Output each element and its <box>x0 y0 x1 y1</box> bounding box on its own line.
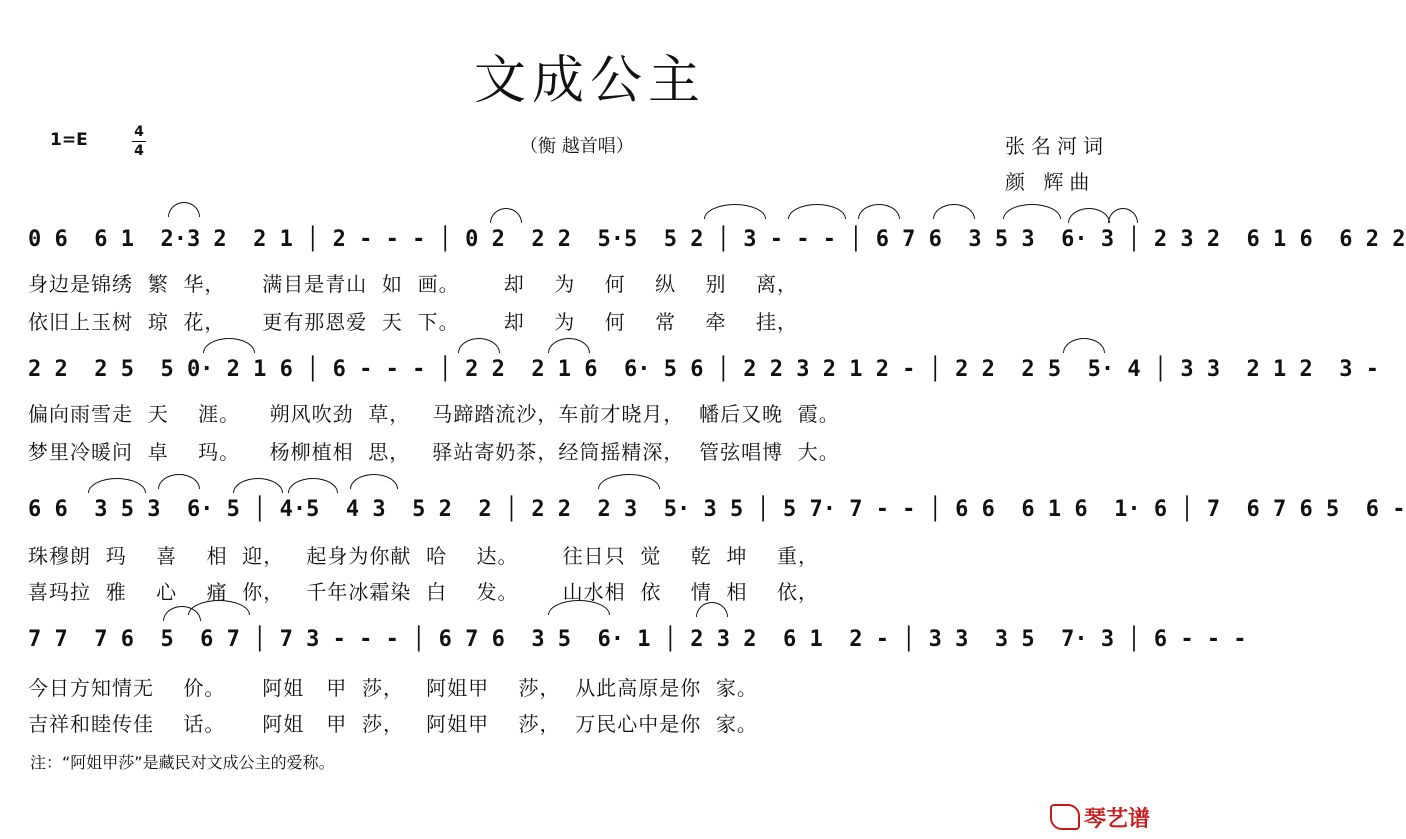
slur <box>1108 208 1138 223</box>
slur <box>1068 208 1110 223</box>
meter-bottom: 4 <box>134 143 144 159</box>
slur <box>858 204 900 219</box>
lyricist-credit: 张名河词 <box>1005 134 1109 158</box>
lyric-line-2-verse-2: 梦里冷暖问 卓 玛。 杨柳植相 思， 驿站寄奶茶，经筒摇精深， 管弦唱博 大。 <box>28 440 840 464</box>
slur <box>288 478 338 493</box>
logo-text: 琴艺谱 <box>1083 807 1150 832</box>
slur <box>1063 338 1105 353</box>
composer-credit: 颜 辉曲 <box>1005 170 1096 194</box>
bar-decorations <box>28 610 1247 670</box>
meter-divider <box>132 141 146 142</box>
notation-line-2: 2 2 2 5 5 0· 2 1 6 │ 6 - - - │ 2 2 2 1 6 6· 5 6 │ 2 2 3 2 1 2 - │ 2 2 2 5 5· 4 │ 3 3 2 1 2 3 - <box>28 357 1380 382</box>
slur <box>350 474 398 489</box>
slur <box>88 478 146 493</box>
singer-credit: （衡 越首唱） <box>520 136 634 157</box>
notation-line-4: 7 7 7 6 5 6 7 │ 7 3 - - - │ 6 7 6 3 5 6· 1 │ 2 3 2 6 1 2 - │ 3 3 3 5 7· 3 │ 6 - - - <box>28 627 1247 652</box>
footnote: 注：“阿姐甲莎”是藏民对文成公主的爱称。 <box>30 753 335 772</box>
slur <box>598 474 660 489</box>
lyric-line-1-verse-1: 身边是锦绣 繁 华， 满目是青山 如 画。 却 为 何 纵 别 离， <box>28 272 798 296</box>
slur <box>233 478 283 493</box>
slur <box>548 338 590 353</box>
slur <box>490 208 522 223</box>
lyric-line-3-verse-2: 喜玛拉 雅 心 痛 你， 千年冰霜染 白 发。 山水相 依 情 相 依， <box>28 580 819 604</box>
lyric-line-2-verse-1: 偏向雨雪走 天 涯。 朔风吹劲 草， 马蹄踏流沙，车前才晓月， 幡后又晚 霞。 <box>28 402 840 426</box>
score-line-2 <box>28 340 1380 400</box>
time-signature <box>132 124 146 159</box>
slur <box>168 202 200 217</box>
slur <box>203 338 255 353</box>
slur <box>704 204 766 219</box>
slur <box>788 204 846 219</box>
slur <box>158 474 200 489</box>
slur <box>933 204 975 219</box>
lyric-line-3-verse-1: 珠穆朗 玛 喜 相 迎， 起身为你献 哈 达。 往日只 觉 乾 坤 重， <box>28 544 819 568</box>
bar-decorations <box>28 480 1406 540</box>
key-signature: 1=E <box>50 130 88 150</box>
logo-icon <box>1050 804 1080 830</box>
song-title: 文成公主 <box>473 51 706 111</box>
lyric-line-4-verse-1: 今日方知情无 价。 阿姐 甲 莎， 阿姐甲 莎， 从此高原是你 家。 <box>28 676 758 700</box>
score-line-4 <box>28 610 1247 670</box>
meter-top: 4 <box>134 124 144 140</box>
score-line-3 <box>28 480 1406 540</box>
lyric-line-1-verse-2: 依旧上玉树 琼 花， 更有那恩爱 天 下。 却 为 何 常 牵 挂， <box>28 310 798 334</box>
bar-decorations <box>28 340 1380 400</box>
notation-line-3: 6 6 3 5 3 6· 5 │ 4·5 4 3 5 2 2 │ 2 2 2 3 5· 3 5 │ 5 7· 7 - - │ 6 6 6 1 6 1· 6 │ 7 6 7 6 5 6 - <box>28 497 1406 522</box>
bar-decorations <box>28 210 1406 270</box>
lyric-line-4-verse-2: 吉祥和睦传佳 话。 阿姐 甲 莎， 阿姐甲 莎， 万民心中是你 家。 <box>28 712 758 736</box>
slur <box>1003 204 1061 219</box>
notation-line-1: 0 6 6 1 2·3 2 2 1 │ 2 - - - │ 0 2 2 2 5·5 5 2 │ 3 - - - │ 6 7 6 3 5 3 6· 3 │ 2 3 2 6 1 6 6 2 2 <box>28 227 1406 252</box>
slur <box>458 338 500 353</box>
score-line-1 <box>28 210 1406 270</box>
site-logo <box>1050 802 1150 833</box>
